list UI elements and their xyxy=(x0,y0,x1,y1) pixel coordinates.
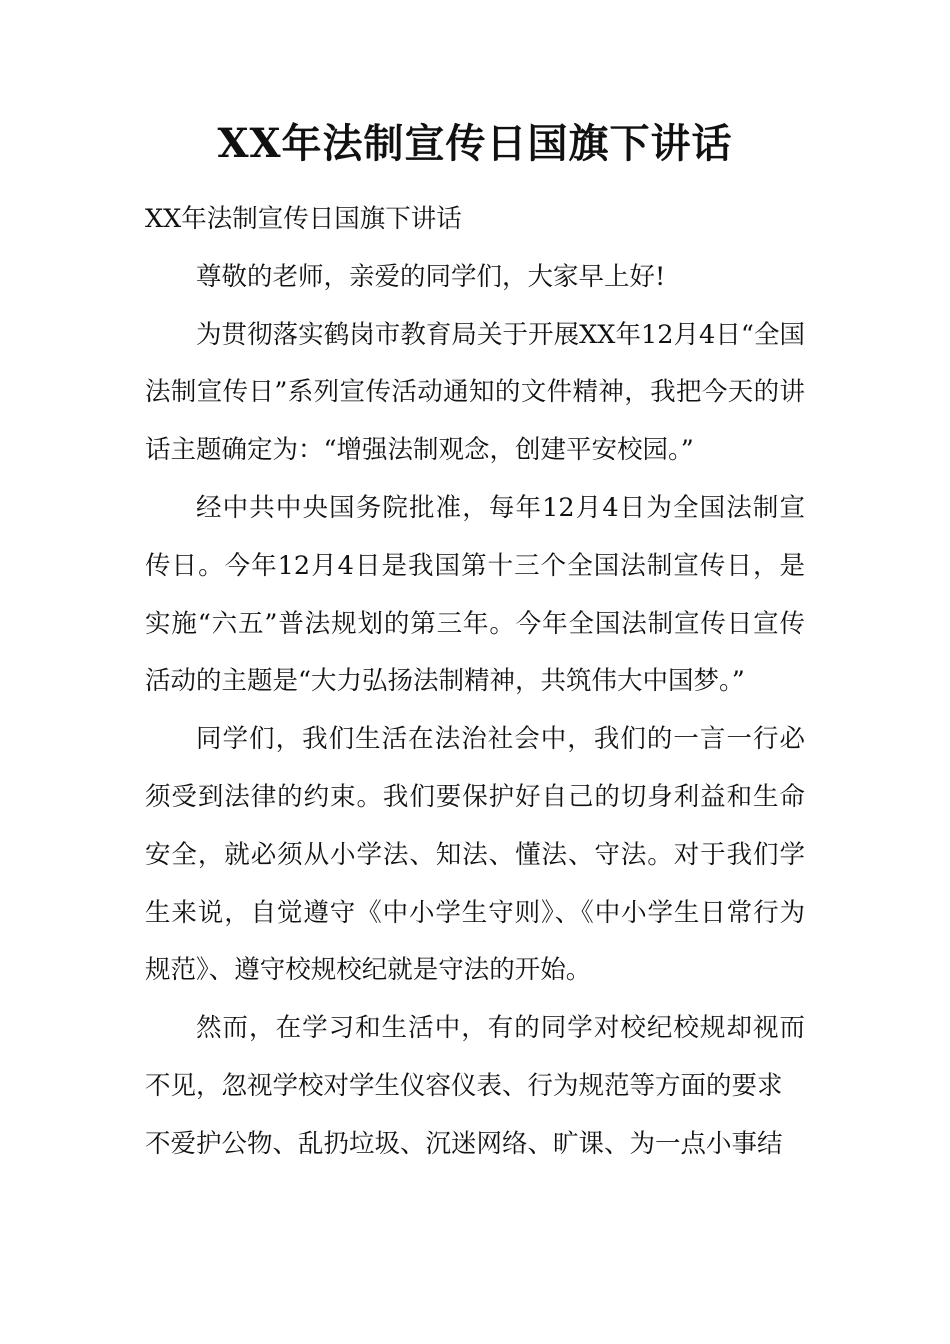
document-body xyxy=(145,191,805,1174)
document-title: XX年法制宣传日国旗下讲话 xyxy=(217,120,733,167)
paragraph-greeting: 尊敬的老师，亲爱的同学们，大家早上好! xyxy=(196,261,666,292)
paragraph-theme: 为贯彻落实鹤岗市教育局关于开展XX年12月4日“全国法制宣传日”系列宣传活动通知的文件精神，我把今天的讲话主题确定为：“增强法制观念，创建平安校园。” xyxy=(145,319,805,466)
paragraph-continued: 不爱护公物、乱扔垃圾、沉迷网络、旷课、为一点小事结 xyxy=(145,1128,783,1159)
paragraph-subtitle: XX年法制宣传日国旗下讲话 xyxy=(145,204,462,234)
paragraph-legal-day: 经中共中央国务院批准，每年12月4日为全国法制宣传日。今年12月4日是我国第十三个全国法制宣传日，是实施“六五”普法规划的第三年。今年全国法制宣传日宣传活动的主题是“大力弘扬法制精神，共筑伟大中国梦。” xyxy=(145,492,805,697)
paragraph-however: 然而，在学习和生活中，有的同学对校纪校规却视而不见，忽视学校对学生仪容仪表、行为规范等方面的要求 xyxy=(145,1013,805,1101)
paragraph-obey-law: 同学们，我们生活在法治社会中，我们的一言一行必须受到法律的约束。我们要保护好自己的切身利益和生命安全，就必须从小学法、知法、懂法、守法。对于我们学生来说，自觉遵守《中小学生守则》、《中小学生日常行为规范》、遵守校规校纪就是守法的开始。 xyxy=(145,724,805,986)
